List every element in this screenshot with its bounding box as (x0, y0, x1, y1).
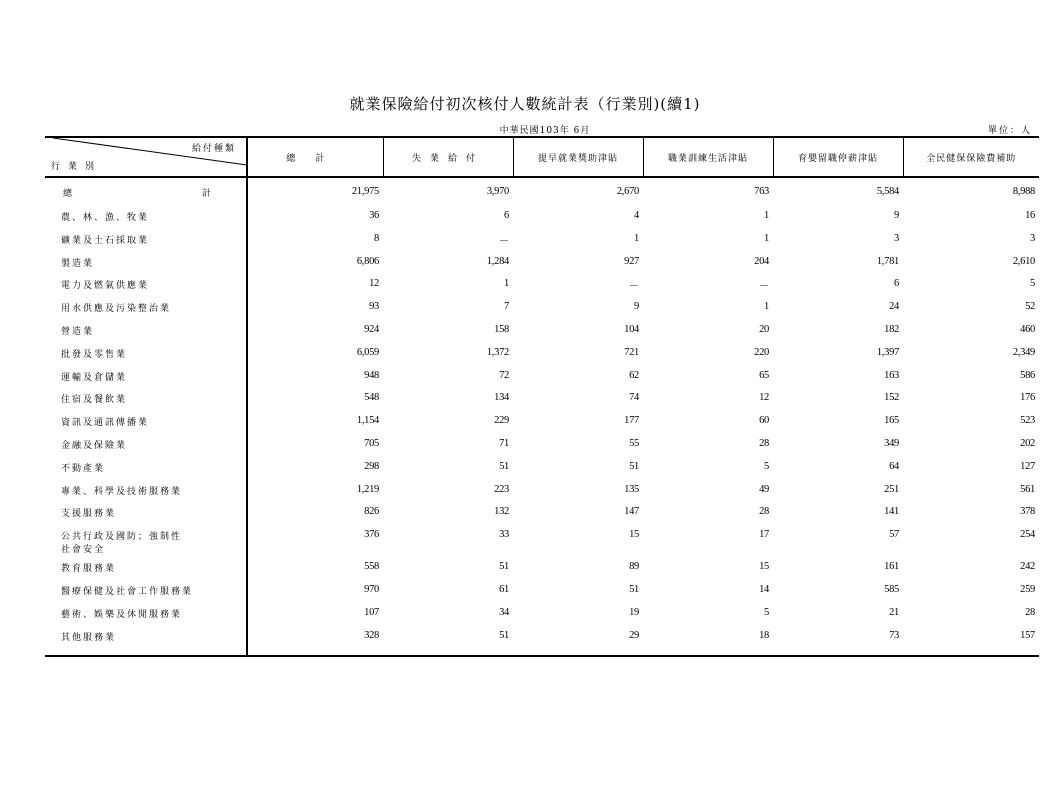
value-cell: 147 (624, 506, 639, 518)
value-cell: 223 (494, 483, 509, 495)
value-cell: 19 (629, 606, 639, 618)
value-cell: 251 (884, 483, 899, 495)
row-label (45, 392, 247, 415)
value-cell: 52 (1025, 301, 1035, 313)
table-row (45, 256, 1039, 279)
value-cell: 36 (369, 210, 379, 221)
value-cell: 135 (624, 483, 639, 495)
row-label-text: 其他服務業 (61, 632, 117, 643)
value-cell: 15 (629, 529, 639, 541)
value-cell: 6,806 (356, 255, 379, 267)
total-cell: 5,584 (876, 186, 899, 197)
value-cell: 523 (1020, 415, 1035, 427)
value-cell: 182 (884, 323, 899, 335)
value-cell: 89 (629, 561, 639, 573)
table-row (45, 347, 1039, 370)
value-cell: 20 (759, 323, 769, 335)
value-cell: 134 (494, 392, 509, 404)
row-label (45, 256, 247, 279)
row-label (45, 206, 247, 233)
value-cell: 705 (364, 437, 379, 449)
value-cell: 585 (884, 583, 899, 595)
value-cell: 49 (759, 483, 769, 495)
value-cell: 1,219 (356, 483, 379, 495)
value-cell: 161 (884, 561, 899, 573)
table-row (45, 607, 1039, 630)
value-cell: 165 (884, 415, 899, 427)
value-cell: 34 (499, 606, 509, 618)
total-cell: 2,670 (616, 186, 639, 197)
row-label (45, 561, 247, 584)
value-cell: 51 (499, 561, 509, 573)
total-label-b: 計 (202, 189, 214, 199)
report-date: 中華民國103年 6月 (499, 126, 591, 136)
value-cell: 57 (889, 529, 899, 541)
table-row (45, 278, 1039, 301)
row-label-text: 運輸及倉儲業 (61, 372, 128, 383)
value-cell: 6 (894, 278, 899, 290)
value-cell: 561 (1020, 483, 1035, 495)
value-cell: 1,397 (876, 346, 899, 358)
row-label (45, 233, 247, 256)
value-cell: 1 (764, 232, 769, 244)
value-cell: 1 (764, 210, 769, 221)
value-cell: 163 (884, 369, 899, 381)
value-cell: 177 (624, 415, 639, 427)
value-cell: 6,059 (356, 346, 379, 358)
value-cell: 18 (643, 630, 773, 656)
column-header-unemployment: 失業給付 (383, 137, 513, 177)
row-label-text: 專業、科學及技術服務業 (61, 486, 183, 497)
value-cell: 927 (624, 255, 639, 267)
value-cell: 74 (629, 392, 639, 404)
value-cell: 28 (759, 506, 769, 518)
table-row (45, 561, 1039, 584)
value-cell: 17 (759, 529, 769, 541)
table-row (45, 233, 1039, 256)
value-cell: 16 (1025, 210, 1035, 221)
value-cell: 558 (364, 561, 379, 573)
row-label-text: 住宿及餐飲業 (61, 395, 128, 406)
table-row (45, 370, 1039, 393)
value-cell: 1,781 (876, 255, 899, 267)
value-cell: 220 (754, 346, 769, 358)
table-row (45, 438, 1039, 461)
total-cell: 8,988 (1012, 186, 1035, 197)
header-corner (45, 137, 247, 177)
value-cell: 9 (634, 301, 639, 313)
total-cell: 3,970 (486, 186, 509, 197)
row-label (45, 438, 247, 461)
corner-bottom-label: 行業別 (51, 162, 103, 172)
value-cell: 3 (1030, 232, 1035, 244)
value-cell: 62 (629, 369, 639, 381)
table-row (45, 415, 1039, 438)
row-label (45, 415, 247, 438)
value-cell: 51 (383, 630, 513, 656)
value-cell: － (628, 281, 639, 293)
statistics-table (45, 136, 1039, 657)
value-cell: 924 (364, 323, 379, 335)
value-cell: 8 (374, 232, 379, 244)
value-cell: 60 (759, 415, 769, 427)
row-label-text: 資訊及通訊傳播業 (61, 418, 150, 429)
page-title: 就業保險給付初次核付人數統計表（行業別)(續1) (349, 95, 701, 113)
value-cell: 55 (629, 437, 639, 449)
value-cell: 28 (759, 437, 769, 449)
value-cell: 6 (504, 210, 509, 221)
row-label (45, 529, 247, 561)
row-label (45, 324, 247, 347)
value-cell: 721 (624, 346, 639, 358)
value-cell: 948 (364, 369, 379, 381)
value-cell: 9 (894, 210, 899, 221)
value-cell: 21 (889, 606, 899, 618)
row-label-text: 金融及保險業 (61, 440, 128, 451)
table-row (45, 206, 1039, 233)
row-label (45, 347, 247, 370)
value-cell: 460 (1020, 323, 1035, 335)
row-label-text: 營造業 (61, 326, 95, 337)
value-cell: 14 (759, 583, 769, 595)
value-cell: 28 (1025, 606, 1035, 618)
row-label (45, 461, 247, 484)
value-cell: 2,610 (1012, 255, 1035, 267)
value-cell: 826 (364, 506, 379, 518)
value-cell: 1,284 (486, 255, 509, 267)
value-cell: － (758, 281, 769, 293)
row-label-text: 公共行政及國防；強制性 (61, 532, 183, 543)
row-label-text: 批發及零售業 (61, 349, 128, 360)
row-label-text: 藝術、娛樂及休閒服務業 (61, 609, 183, 620)
value-cell: 15 (759, 561, 769, 573)
value-cell: 1 (504, 278, 509, 290)
value-cell: 2,349 (1012, 346, 1035, 358)
value-cell: 29 (513, 630, 643, 656)
table-row (45, 506, 1039, 529)
column-header-total: 總計 (247, 137, 383, 177)
row-label (45, 584, 247, 607)
column-header-parental-leave: 育嬰留職停薪津貼 (773, 137, 903, 177)
value-cell: 104 (624, 323, 639, 335)
value-cell: 229 (494, 415, 509, 427)
value-cell: 4 (634, 210, 639, 221)
value-cell: 5 (764, 460, 769, 472)
value-cell: 141 (884, 506, 899, 518)
row-label-text: 支援服務業 (61, 509, 117, 520)
value-cell: 107 (364, 606, 379, 618)
value-cell: 51 (499, 460, 509, 472)
value-cell: 176 (1020, 392, 1035, 404)
row-label-text: 礦業及土石採取業 (61, 235, 150, 246)
header-row (45, 137, 1039, 177)
column-header-training-allowance: 職業訓練生活津貼 (643, 137, 773, 177)
table-row (45, 301, 1039, 324)
table-row (45, 484, 1039, 507)
value-cell: 64 (889, 460, 899, 472)
table-row (45, 324, 1039, 347)
unit-label: 單位：人 (987, 126, 1032, 136)
value-cell: 61 (499, 583, 509, 595)
row-label (45, 370, 247, 393)
row-label-text: 農、林、漁、牧業 (61, 213, 150, 223)
value-cell: 254 (1020, 529, 1035, 541)
corner-top-label: 給付種類 (191, 144, 236, 154)
value-cell: 349 (884, 437, 899, 449)
total-cell: 21,975 (351, 186, 379, 197)
value-cell: 12 (369, 278, 379, 290)
value-cell: 1,154 (356, 415, 379, 427)
row-label (45, 301, 247, 324)
value-cell: 204 (754, 255, 769, 267)
row-label-text: 醫療保健及社會工作服務業 (61, 586, 194, 597)
value-cell: 1 (764, 301, 769, 313)
value-cell: 72 (499, 369, 509, 381)
row-label (45, 630, 247, 656)
row-label-text: 製造業 (61, 258, 95, 269)
value-cell: 51 (629, 583, 639, 595)
total-cell: 763 (754, 186, 769, 197)
value-cell: 5 (1030, 278, 1035, 290)
value-cell: 152 (884, 392, 899, 404)
value-cell: 24 (889, 301, 899, 313)
row-label (45, 607, 247, 630)
value-cell: 33 (499, 529, 509, 541)
row-label-total (45, 177, 247, 206)
value-cell: 73 (773, 630, 903, 656)
column-header-health-insurance: 全民健保保險費補助 (903, 137, 1039, 177)
table-row (45, 584, 1039, 607)
value-cell: 376 (364, 529, 379, 541)
row-label-text: 教育服務業 (61, 564, 117, 575)
row-label-text: 電力及燃氣供應業 (61, 281, 150, 292)
column-header-early-employment: 提早就業獎助津貼 (513, 137, 643, 177)
table-row (45, 461, 1039, 484)
row-label (45, 484, 247, 507)
value-cell: 127 (1020, 460, 1035, 472)
row-label-text-2: 社會安全 (61, 545, 106, 556)
value-cell: 586 (1020, 369, 1035, 381)
value-cell: 328 (247, 630, 383, 656)
value-cell: 970 (364, 583, 379, 595)
total-label-a: 總 (63, 189, 75, 199)
value-cell: 548 (364, 392, 379, 404)
value-cell: － (498, 235, 509, 247)
value-cell: 65 (759, 369, 769, 381)
table-row-total (45, 177, 1039, 206)
value-cell: 259 (1020, 583, 1035, 595)
value-cell: 1 (634, 232, 639, 244)
value-cell: 5 (764, 606, 769, 618)
value-cell: 157 (903, 630, 1039, 656)
value-cell: 298 (364, 460, 379, 472)
row-label-text: 用水供應及污染整治業 (61, 304, 172, 315)
value-cell: 158 (494, 323, 509, 335)
value-cell: 12 (759, 392, 769, 404)
table-row (45, 392, 1039, 415)
table-row (45, 529, 1039, 561)
value-cell: 378 (1020, 506, 1035, 518)
row-label (45, 278, 247, 301)
value-cell: 202 (1020, 437, 1035, 449)
value-cell: 242 (1020, 561, 1035, 573)
row-label (45, 506, 247, 529)
value-cell: 51 (629, 460, 639, 472)
value-cell: 71 (499, 437, 509, 449)
value-cell: 1,372 (486, 346, 509, 358)
row-label-text: 不動產業 (61, 463, 106, 474)
value-cell: 132 (494, 506, 509, 518)
value-cell: 93 (369, 301, 379, 313)
table-row (45, 630, 1039, 656)
value-cell: 7 (504, 301, 509, 313)
value-cell: 3 (894, 232, 899, 244)
